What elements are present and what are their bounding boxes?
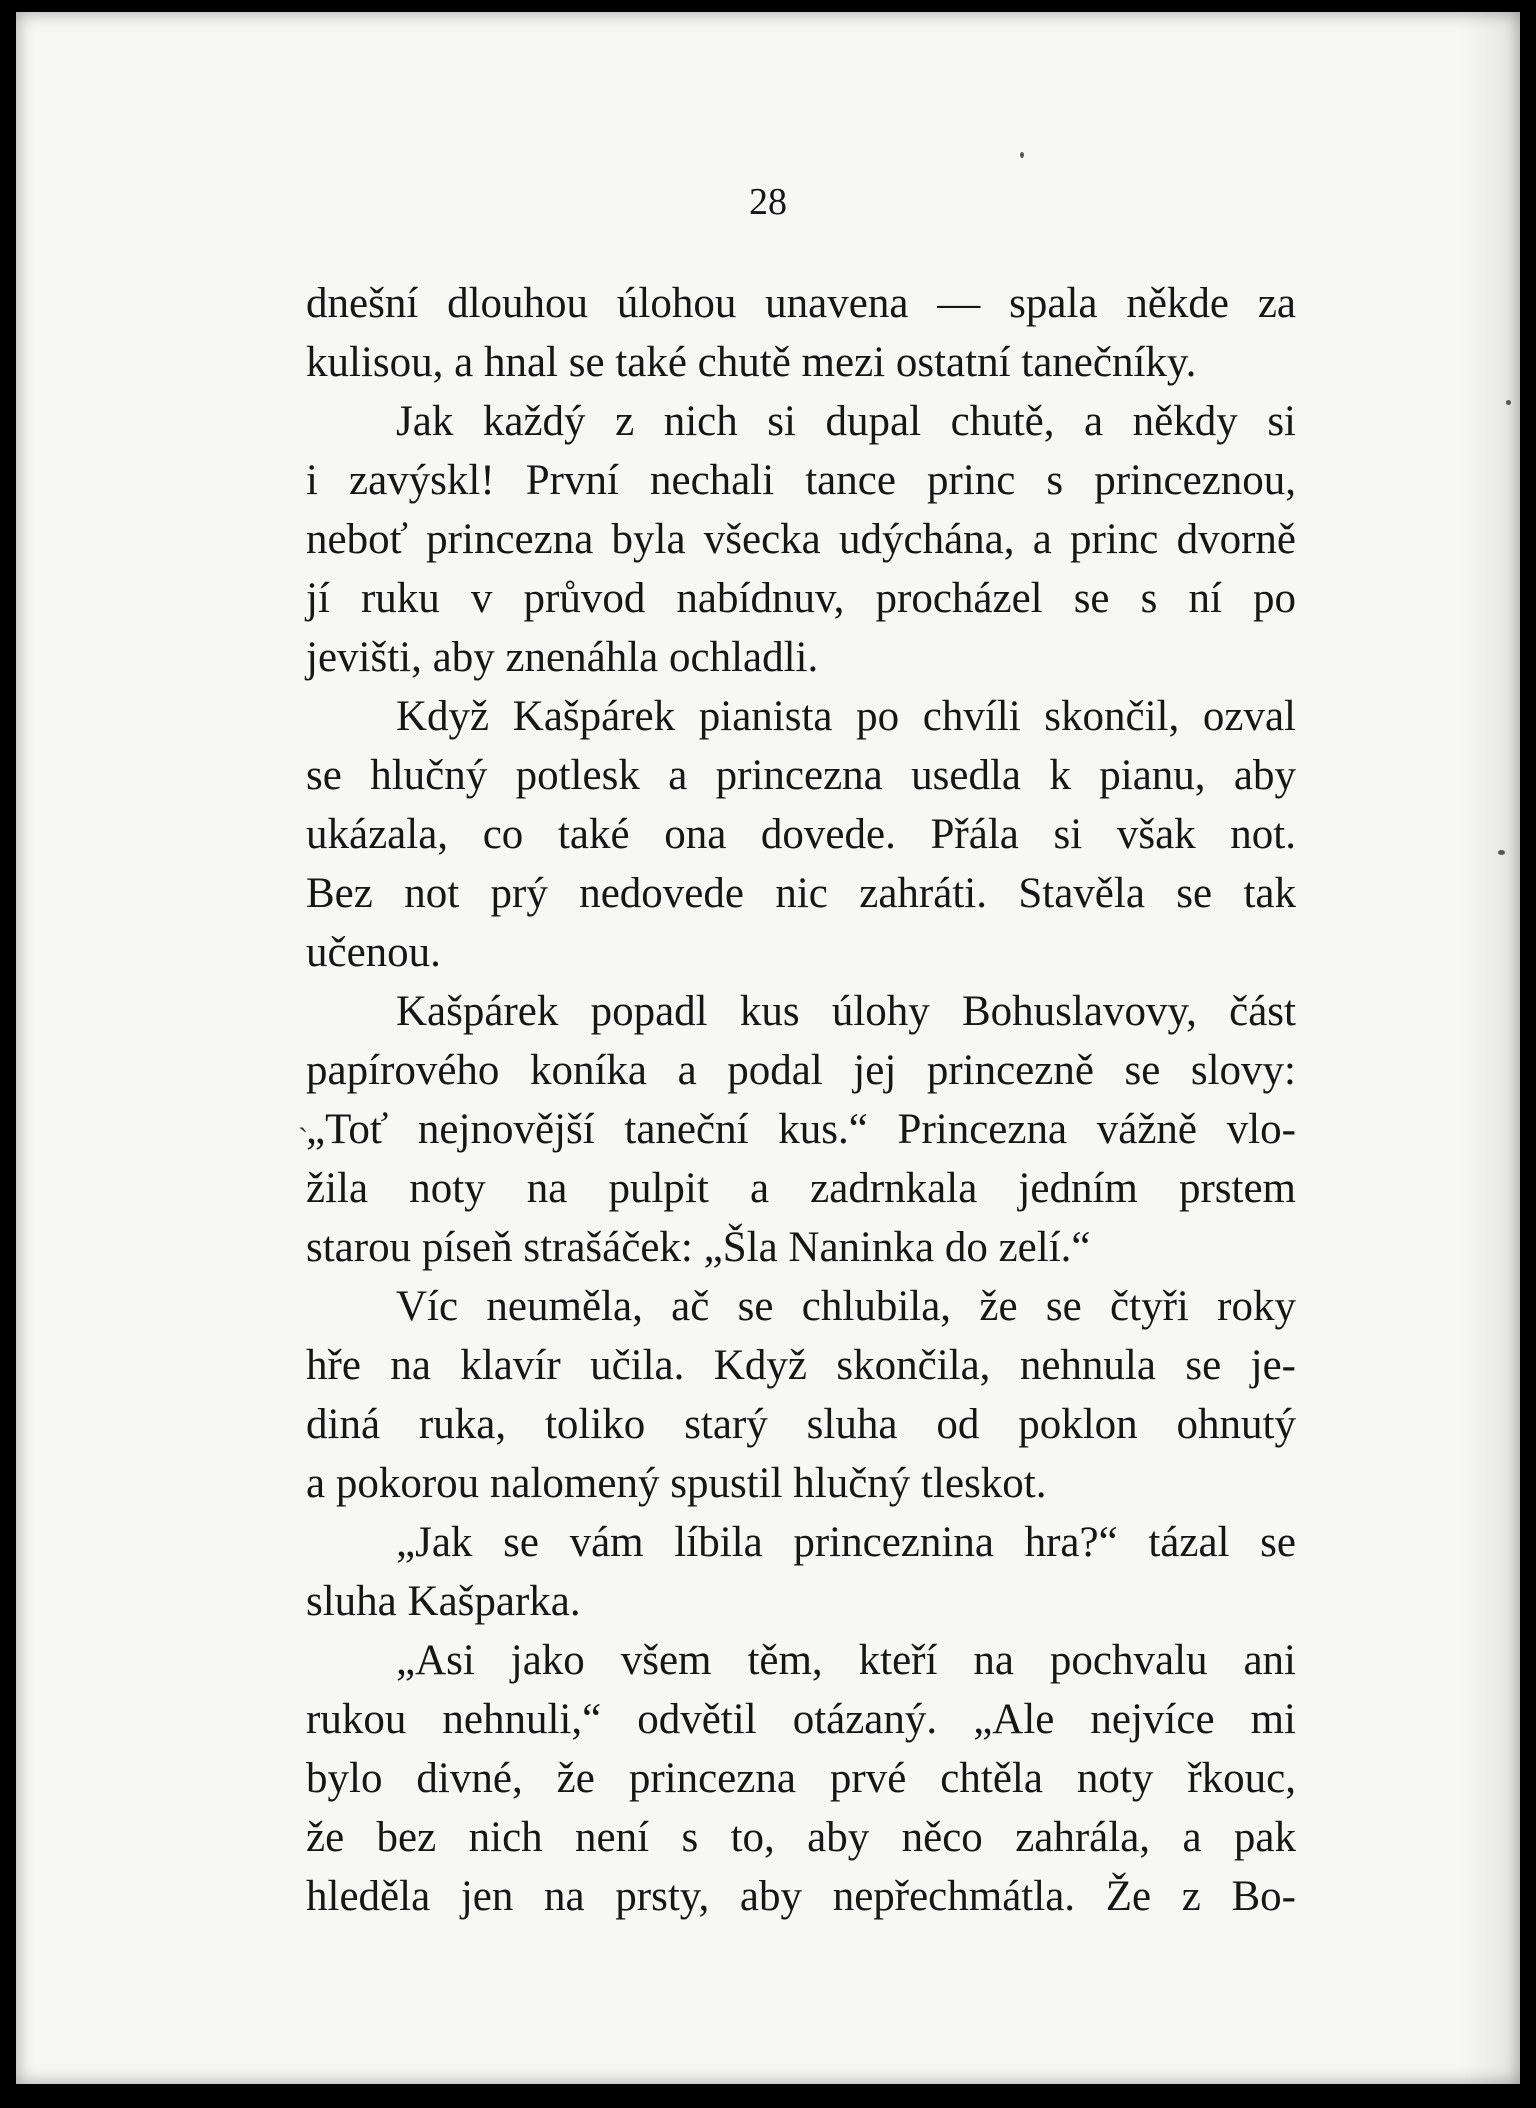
text-line: Jak každý z nich si dupal chutě, a někdy si	[396, 398, 1296, 445]
text-line: i zavýskl! První nechali tance princ s princeznou,	[306, 457, 1296, 504]
text-line: starou píseň strašáček: „Šla Naninka do zelí.“	[306, 1224, 1091, 1271]
text-line: dnešní dlouhou úlohou unavena — spala někde za	[306, 280, 1296, 327]
text-line: „Asi jako všem těm, kteří na pochvalu ani	[396, 1637, 1296, 1684]
text-line: rukou nehnuli,“ odvětil otázaný. „Ale nejvíce mi	[306, 1696, 1296, 1743]
text-line: sluha Kašparka.	[306, 1578, 581, 1625]
text-line: papírového koníka a podal jej princezně se slovy:	[306, 1047, 1296, 1094]
text-line: diná ruka, toliko starý sluha od poklon ohnutý	[306, 1401, 1296, 1448]
text-line: Bez not prý nedovede nic zahráti. Stavěla se tak	[306, 870, 1296, 917]
text-line: hleděla jen na prsty, aby nepřechmátla. Že z Bo-	[306, 1873, 1296, 1920]
text-line: hře na klavír učila. Když skončila, nehnula se je-	[306, 1342, 1296, 1389]
book-page	[16, 12, 1520, 2084]
margin-mark: `	[298, 1122, 308, 1155]
scan-speck	[1506, 400, 1511, 405]
scan-speck	[1020, 152, 1024, 158]
text-line: kulisou, a hnal se také chutě mezi ostatní tanečníky.	[306, 339, 1197, 386]
text-line: „Jak se vám líbila princeznina hra?“ tázal se	[396, 1519, 1296, 1566]
text-line: jevišti, aby znenáhla ochladli.	[306, 634, 819, 681]
body-text	[306, 274, 1296, 1926]
text-line: a pokorou nalomený spustil hlučný tleskot.	[306, 1460, 1047, 1507]
page-edge-shadow	[1460, 12, 1520, 2084]
text-line: žila noty na pulpit a zadrnkala jedním prstem	[306, 1165, 1296, 1212]
text-line: neboť princezna byla všecka udýchána, a princ dvorně	[306, 516, 1296, 563]
text-line: Víc neuměla, ač se chlubila, že se čtyři roky	[396, 1283, 1296, 1330]
text-line: učenou.	[306, 929, 441, 976]
text-line: se hlučný potlesk a princezna usedla k pianu, aby	[306, 752, 1296, 799]
text-line: „Toť nejnovější taneční kus.“ Princezna vážně vlo-	[306, 1106, 1296, 1153]
text-line: že bez nich není s to, aby něco zahrála, a pak	[306, 1814, 1296, 1861]
scan-speck	[1498, 850, 1505, 855]
page-number: 28	[749, 181, 787, 223]
text-line: jí ruku v průvod nabídnuv, procházel se s ní po	[306, 575, 1296, 622]
text-line: bylo divné, že princezna prvé chtěla noty řkouc,	[306, 1755, 1296, 1802]
text-line: ukázala, co také ona dovede. Přála si však not.	[306, 811, 1296, 858]
text-line: Kašpárek popadl kus úlohy Bohuslavovy, část	[396, 988, 1296, 1035]
text-line: Když Kašpárek pianista po chvíli skončil, ozval	[396, 693, 1296, 740]
